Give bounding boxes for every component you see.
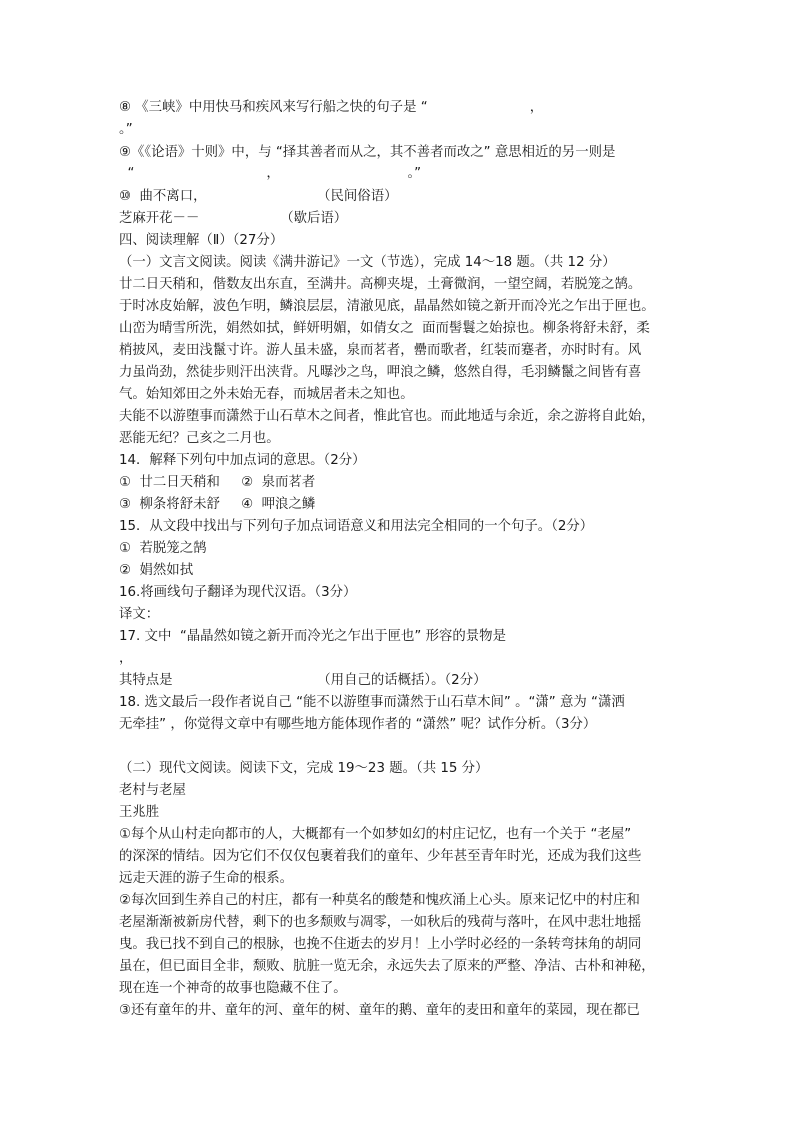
q15-item: ② 娟然如拭 — [119, 563, 194, 578]
section-heading: 四、阅读理解（Ⅱ）（27分） — [119, 233, 284, 248]
essay-line: 老屋渐渐被新房代替，剩下的也多颓败与凋零，一如秋后的残荷与落叶，在风中悲壮地摇 — [119, 915, 642, 930]
passage-line: 气。始知郊田之外未始无春，而城居者未之知也。 — [119, 387, 414, 402]
passage-line: 恶能无纪？己亥之二月也。 — [119, 431, 280, 446]
essay-line: 现在连一个神奇的故事也隐藏不住了。 — [119, 981, 347, 996]
q15-item: ① 若脱笼之鹄 — [119, 541, 207, 556]
classical-reading-intro: （一）文言文阅读。阅读《满井游记》一文（节选），完成 14～18 题。（共 12 分） — [119, 255, 616, 270]
question-16: 16.将画线句子翻译为现代汉语。（3分） — [119, 585, 357, 600]
essay-line: 虽在，但已面目全非，颓败、肮脏一览无余，永远失去了原来的严整、净洁、古朴和神秘， — [119, 959, 655, 974]
essay-line: ③还有童年的井、童年的河、童年的树、童年的鹅、童年的麦田和童年的菜园，现在都已 — [119, 1003, 640, 1018]
essay-line: ①每个从山村走向都市的人，大概都有一个如梦如幻的村庄记忆，也有一个关于 “老屋” — [119, 827, 632, 842]
essay-title: 老村与老屋 — [119, 783, 186, 798]
passage-line: 梢披风，麦田浅鬣寸许。游人虽未盛，泉而茗者，罍而歌者，红装而蹇者，亦时时有。风 — [119, 343, 642, 358]
q10-line: ⑩ 曲不离口， （民间俗语） — [119, 189, 398, 204]
passage-line: 廿二日天稍和，偕数友出东直，至满井。高柳夹堤，土膏微润，一望空阔，若脱笼之鹄。 — [119, 277, 642, 292]
blank-line — [119, 737, 679, 757]
passage-line: 于时冰皮始解，波色乍明，鳞浪层层，清澈见底，晶晶然如镜之新开而冷光之乍出于匣也。 — [119, 299, 655, 314]
q8-line-end: 。” — [119, 122, 133, 137]
q9-blank-line: “ ， 。” — [119, 166, 422, 181]
essay-line: 的深深的情结。因为它们不仅仅包裹着我们的童年、少年甚至青年时光，还成为我们这些 — [119, 849, 642, 864]
q8-line: ⑧ 《三峡》中用快马和疾风来写行船之快的句子是 “ ， — [119, 100, 544, 115]
question-14: 14．解释下列句中加点词的意思。（2分） — [119, 453, 366, 468]
q9-line: ⑨《《论语》十则》中，与 “择其善者而从之，其不善者而改之” 意思相近的另一则是 — [119, 145, 616, 160]
q14-items: ① 廿二日天稍和 ② 泉而茗者 — [119, 475, 316, 490]
essay-line: 远走天涯的游子生命的根系。 — [119, 871, 294, 886]
modern-reading-intro: （二）现代文阅读。阅读下文，完成 19～23 题。（共 15 分） — [119, 761, 489, 776]
essay-line: ②每次回到生养自己的村庄，都有一种莫名的酸楚和愧疚涌上心头。原来记忆中的村庄和 — [119, 893, 640, 908]
q17-comma-line: ， — [119, 651, 133, 666]
passage-line: 力虽尚劲，然徒步则汗出浃背。凡曝沙之鸟，呷浪之鳞，悠然自得，毛羽鳞鬣之间皆有喜 — [119, 365, 642, 380]
q14-items: ③ 柳条将舒未舒 ④ 呷浪之鳞 — [119, 497, 316, 512]
essay-author: 王兆胜 — [119, 805, 160, 820]
passage-line: 山峦为晴雪所洗，娟然如拭，鲜妍明媚，如倩女之 面而髻鬟之始掠也。柳条将舒未舒，柔 — [119, 321, 650, 336]
question-15: 15．从文段中找出与下列句子加点词语意义和用法完全相同的一个句子。（2分） — [119, 519, 594, 534]
essay-line: 曳。我已找不到自己的根脉，也挽不住逝去的岁月！上小学时必经的一条转弯抹角的胡同 — [119, 937, 642, 952]
question-18-cont: 无牵挂” ，你觉得文章中有哪些地方能体现作者的 “潇然” 呢？试作分析。（3分） — [119, 717, 597, 732]
q10-xiehouyu-line: 芝麻开花－－ （歇后语） — [119, 211, 348, 226]
question-17: 17. 文中 “晶晶然如镜之新开而冷光之乍出于匣也” 形容的景物是 — [119, 629, 506, 644]
passage-line: 夫能不以游堕事而潇然于山石草木之间者，惟此官也。而此地适与余近，余之游将自此始， — [119, 409, 655, 424]
q17-feature-line: 其特点是 （用自己的话概括）。（2分） — [119, 673, 487, 688]
translation-label: 译文： — [119, 607, 160, 622]
question-18: 18. 选文最后一段作者说自己 “能不以游堕事而潇然于山石草木间” 。“潇” 意为 “潇洒 — [119, 695, 625, 710]
